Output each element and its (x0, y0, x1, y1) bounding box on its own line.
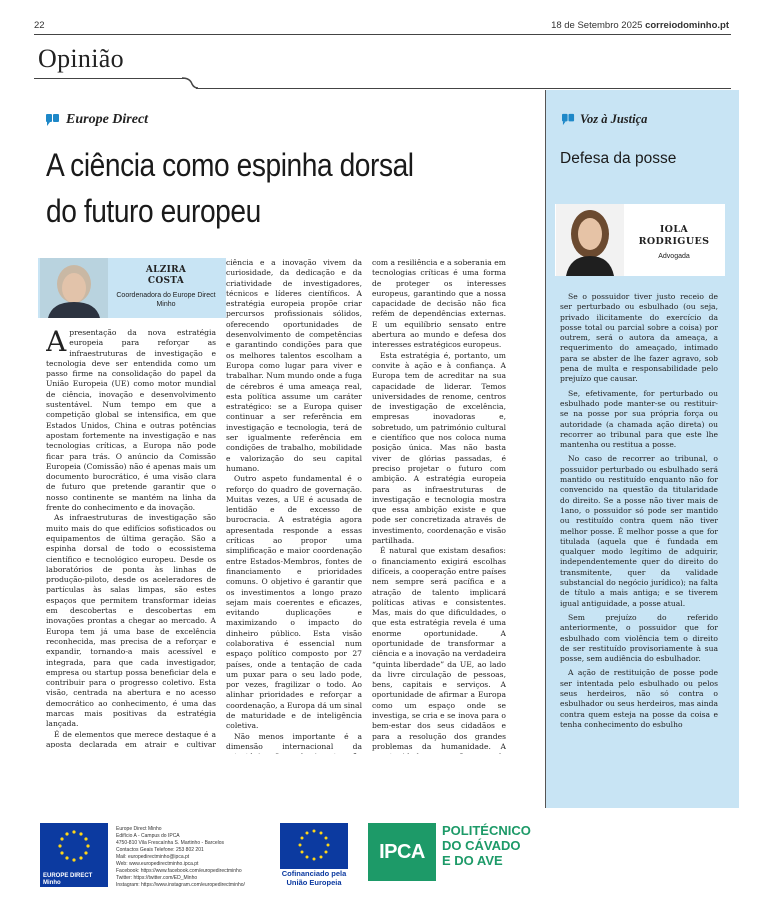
europe-direct-title: EUROPE DIRECT (43, 873, 93, 879)
sidebar-author-last-name: RODRIGUES (638, 236, 710, 247)
author-portrait-iola (556, 204, 624, 276)
section-rule-right (196, 88, 731, 89)
quote-icon (46, 113, 60, 127)
site-name: correiodominho.pt (645, 20, 729, 31)
author-byline (108, 265, 224, 309)
section-title: Opinião (38, 44, 124, 73)
cofinanced-label (276, 870, 352, 887)
eu-flag-icon (280, 823, 348, 869)
europe-direct-label (40, 873, 108, 887)
sidebar-paragraph: A ação de restituição de posse pode ser intentada pelo esbulhado ou pelos seus herdeiros, não só contra o esbulhador ou seus herdeiros, mas ainda contra quem esteja na posse da coisa e tenha conhecimento do esbulho (560, 668, 718, 729)
article-paragraph: Esta estratégia é, portanto, um convite à ação e à confiança. A Europa tem de acreditar na sua capacidade de liderar. Temos universidades de renome, centros de investigação de excelência, empresas inovadoras e, sobretudo, um património cultural e científico que nos coloca numa posição única. Mas não basta viver de glórias passadas, é preciso projetar o futuro com ambição. A estratégia europeia para as infraestruturas de investigação e tecnologia mostra que essa ambição existe e que pode ser concretizada através de investimento, coordenação e visão partilhada. (372, 350, 506, 546)
sidebar-kicker (562, 112, 647, 127)
contact-line: Instagram: https://www.instagram.com/europedirectminho/ (116, 882, 245, 888)
drop-cap: A (46, 328, 67, 358)
sidebar-title: Defesa da posse (560, 150, 677, 167)
header-rule (34, 34, 731, 35)
europe-direct-sub: Minho (43, 880, 61, 886)
contact-line: Edifício A - Campus do IPCA (116, 833, 180, 839)
section-rule (34, 78, 184, 79)
contact-line: Twitter: https://twitter.com/ED_Minho (116, 875, 198, 881)
ipca-name-line-1: POLITÉCNICO (442, 823, 531, 838)
ipca-name-line-2: DO CÁVADO (442, 838, 521, 853)
article-title (46, 142, 460, 234)
author-portrait-alzira (40, 258, 108, 318)
sidebar-author-name (624, 224, 724, 248)
sidebar-byline (624, 224, 724, 260)
quote-icon (562, 113, 575, 126)
header-date (551, 20, 729, 31)
title-line-2: do futuro europeu (46, 193, 261, 229)
contact-line: Europe Direct Minho (116, 826, 162, 832)
author-first-name: ALZIRA (145, 265, 187, 275)
contact-info (116, 826, 276, 889)
page-header (20, 20, 739, 34)
sidebar-paragraph: No caso de recorrer ao tribunal, o possuidor perturbado ou esbulhado será mantido ou restituído enquanto não for convencido na questão da titularidade do direito. Se a posse não tiver mais de 1ano, o possuidor só pode ser mantido ou restituído contra quem não tiver melhor posse. É melhor posse a que for titulada (aquela que é fundada em qualquer modo legítimo de adquirir, independentemente quer do direito do transmitente, quer da validade substancial do negócio jurídico); na falta de título a mais antiga; e se tiverem igual antiguidade, a posse atual. (560, 454, 718, 608)
article-paragraph: É natural que existam desafios: o financiamento exigirá escolhas difíceis, a cooperação entre países nem sempre será pacífica e a atração de talento implicará políticas ativas e consistentes. Mas, mais do que dificuldades, o que esta estratégia revela é uma enorme oportunidade. A oportunidade de transformar a ciência e a inovação na verdadeira “quinta liberdade” da UE, ao lado da livre circulação de pessoas, bens, capitais e serviços. A oportunidade de afirmar a Europa como um espaço onde se investiga, se cria e se inova para o bem-estar dos seus cidadãos e para a resolução dos grandes problemas da humanidade. A (372, 546, 506, 751)
sidebar-kicker-text: Voz à Justiça (580, 112, 648, 126)
contact-line: 4750-810 Vila Frescaínha S. Martinho - Barcelos (116, 840, 225, 846)
sidebar-paragraph: Se, efetivamente, for perturbado ou esbulhado pode manter-se ou restituir-se na posse por sua própria força ou autoridade (a chamada ação direta) ou recorrer ao tribunal para que este lhe mantenha ou restitua a posse. (560, 388, 718, 450)
sidebar-paragraph: Sem prejuízo do referido anteriormente, o possuidor que for esbulhado com violência tem o direito de ser restituído provisoriamente à sua posse, sem audiência do esbulhador. (560, 612, 718, 664)
page-number: 22 (34, 20, 45, 31)
ipca-logo: IPCA (368, 823, 436, 881)
article-paragraph: As infraestruturas de investigação são muito mais do que edifícios sofisticados ou equipamentos de última geração. São a espinha dorsal de todo o ecossistema científico e tecnológico europeu. Desde os laboratórios de ponta às linhas de produção-piloto, desde os aceleradores de partículas às salas limpas, são estes espaços que permitem transformar ideias em descobertas e descobertas em inovações prontas a chegar ao mercado. A Europa tem já uma base de excelência reconhecida, mas precisa de a reforçar e expandir, tornando-a mais acessível e integrada, para que cada investigador, empresa ou startup possa beneficiar dela e contribuir para o progresso coletivo. Esta visão, centrada na abertura e no acesso democrático ao conhecimento, é uma das marcas mais positivas da estratégia lançada. (46, 513, 216, 729)
ipca-name-line-3: E DO AVE (442, 853, 503, 868)
title-line-1: A ciência como espinha dorsal (46, 147, 414, 183)
article-column-3 (372, 258, 506, 754)
article-paragraph: É de elementos que merece destaque é a aposta declarada em atrair e cultivar (46, 729, 216, 748)
ipca-name (442, 823, 531, 868)
article-paragraph: Outro aspeto fundamental é o reforço do quadro de governação. Muitas vezes, a UE é acusada de lentidão e de excesso de burocracia. A estratégia agora apresentada responde a essas críticas ao propor uma simplificação e maior coordenação entre Estados-Membros, fontes de financiamento e prioridades comuns. O objetivo é garantir que os investimentos a longo prazo sejam mais coerentes e eficazes, evitando duplicações e maximizando o impacto do dinheiro público. Esta visão colaborativa é essencial num espaço político composto por 27 países, onde a tentação de cada um puxar para o seu lado pode, por vezes, fragilizar o todo. Ao alinhar prioridades e reforçar a coordenação, a Europa dá um sinal de maturidade e de inteligência coletiva. (226, 474, 362, 731)
paragraph-text: presentação da nova estratégia europeia para reforçar as infraestruturas de investigação e tecnologia deve ser entendida como um passo firme na consolidação do papel da União Europeia (UE) como motor mundial de ciência, inovação e desenvolvimento sustentável. Num tempo em que a competição global se intensifica, em que Estados Unidos, China e outras potências apostam fortemente na investigação e nas tecnologias críticas, a Europa não pode ficar para trás. O anúncio da Comissão Europeia (Comissão) não é apenas mais um documento burocrático, é uma visão clara de futuro que pretende garantir que o nosso continente se mantém na linha da frente do conhecimento e da inovação. (46, 328, 216, 513)
contact-line: Facebook: https://www.facebook.com/europedirectminho (116, 868, 242, 874)
author-role: Coordenadora do Europe Direct Minho (116, 292, 216, 308)
cofinanced-line-1: Cofinanciado pela (281, 869, 347, 878)
article-paragraph (46, 328, 216, 513)
europe-direct-logo (40, 823, 108, 879)
article-paragraph: Não menos importante é a dimensão internacional da (226, 731, 362, 751)
date-text: 18 de Setembro 2025 (551, 20, 643, 31)
article-paragraph: com a resiliência e a soberania em tecnologias críticas é uma forma de proteger os interesses europeus, garantindo que a nossa capacidade de decisão não fica refém de dependências externas. E um equilíbrio sensato entre abertura ao mundo e defesa dos interesses estratégicos europeus. (372, 258, 506, 350)
sidebar-text (560, 292, 718, 752)
cofinanced-line-2: União Europeia (286, 877, 342, 887)
contact-line: Mail: europedirectminho@ipca.pt (116, 854, 190, 860)
article-kicker (46, 112, 148, 128)
article-column-2 (226, 258, 362, 754)
author-name (108, 265, 224, 287)
article-paragraph: ciência e a inovação vivem da curiosidade, da dedicação e da criatividade de investigadores, técnicos e líderes científicos. A estratégia europeia propõe criar percursos profissionais sólidos, oferecendo oportunidades de desenvolvimento de competências e garantindo condições para que os melhores talentos escolham a Europa como lugar para viver e trabalhar. Num mundo onde a fuga de cérebros é uma ameaça real, esta política assume um caráter estratégico: se a Europa quiser continuar a ser referência em investigação e tecnologia, terá de ser igualmente referência em condições de trabalho, mobilidade e valorização do seu capital humano. (226, 258, 362, 473)
article-column-1 (46, 328, 216, 748)
sidebar-paragraph: Se o possuidor tiver justo receio de ser perturbado ou esbulhado (ou seja, privado ilicitamente do exercício da posse total ou parcial sobre a coisa) por outrem, será o autora da ameaça, a requerimento do ameaçado, intimado para se abster de lhe fazer agravo, sob pena de multa e responsabilidade pelo prejuízo que causar. (560, 292, 718, 384)
kicker-text: Europe Direct (66, 112, 149, 127)
contact-line: Web: www.europedirectminho.ipca.pt (116, 861, 199, 867)
contact-line: Contactos Geais Telefone: 253 802 201 (116, 847, 204, 853)
sidebar-author-role: Advogada (658, 253, 690, 260)
sidebar-author-first-name: IOLA (659, 224, 689, 235)
author-last-name: COSTA (147, 276, 185, 286)
